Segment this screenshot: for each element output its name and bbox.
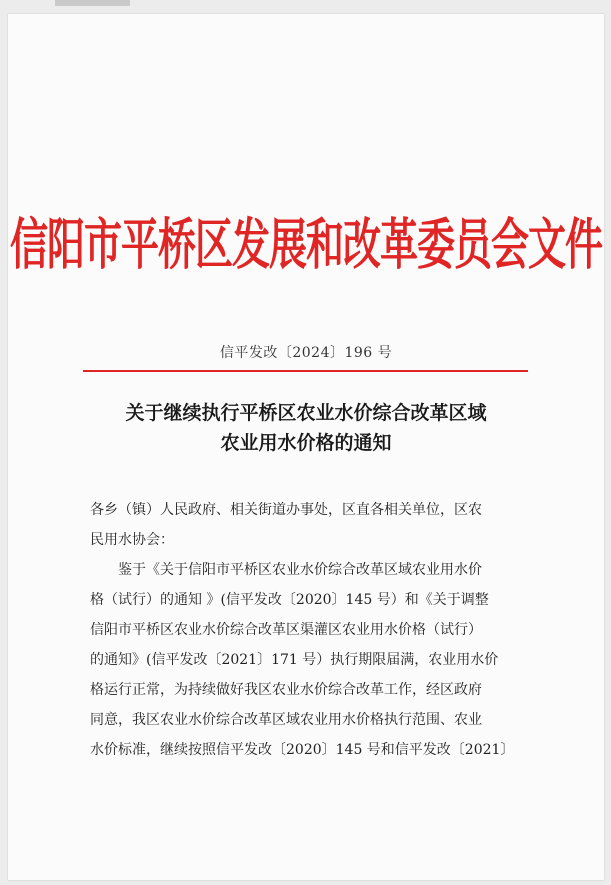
body-line: 信阳市平桥区农业水价综合改革区渠灌区农业用水价格（试行） (90, 622, 482, 638)
body-line: 格运行正常，为持续做好我区农业水价综合改革工作，经区政府 (90, 682, 482, 698)
scan-edge (55, 0, 130, 6)
body-line: 水价标准，继续按照信平发改〔2020〕145 号和信平发改〔2021〕 (90, 742, 515, 758)
notice-title-line-1: 关于继续执行平桥区农业水价综合改革区域 (125, 402, 487, 424)
body-line: 的通知》(信平发改〔2021〕171 号）执行期限届满，农业用水价 (90, 652, 499, 668)
notice-title-line-2: 农业用水价格的通知 (220, 432, 392, 454)
salutation-paragraph (90, 495, 530, 555)
body-line: 鉴于《关于信阳市平桥区农业水价综合改革区域农业用水价 (118, 562, 482, 578)
document-page (8, 14, 604, 880)
body-paragraph (90, 555, 530, 765)
document-header-title: 信阳市平桥区发展和改革委员会文件 (9, 212, 602, 277)
body-line: 同意，我区农业水价综合改革区域农业用水价格执行范围、农业 (90, 712, 482, 728)
document-number: 信平发改〔2024〕196 号 (219, 345, 393, 361)
red-divider-line (83, 370, 528, 372)
notice-body (90, 495, 530, 765)
salutation-line: 民用水协会： (90, 532, 174, 548)
body-line: 格（试行）的通知 》(信平发改〔2020〕145 号）和《关于调整 (90, 592, 489, 608)
salutation-line: 各乡（镇）人民政府、相关街道办事处，区直各相关单位，区农 (90, 502, 482, 518)
notice-title (8, 398, 604, 458)
